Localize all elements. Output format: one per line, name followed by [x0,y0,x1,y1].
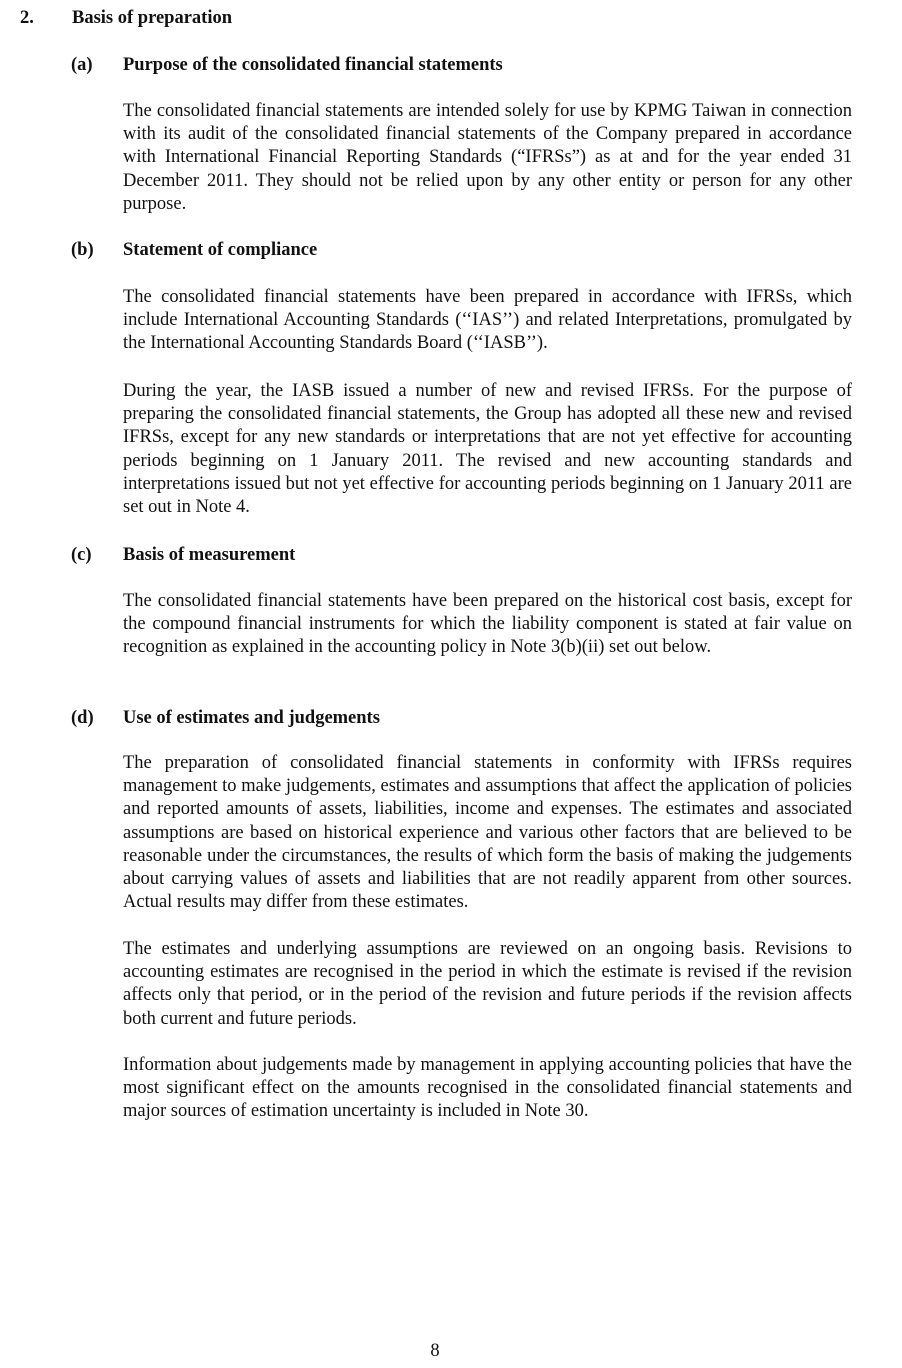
paragraph-purpose: The consolidated financial statements are intended solely for use by KPMG Taiwan in connection with its audit of the consolidated financial statements of the Company prepared in accordance with International Financial Reporting Standards (“IFRSs”) as at and for the year ended 31 December 2011. They should not be relied upon by any other entity or person for any other purpose. [123,101,852,214]
subsection-title: Basis of measurement [123,545,296,565]
paragraph-adoption: During the year, the IASB issued a number of new and revised IFRSs. For the purpose of preparing the consolidated financial statements, the Group has adopted all these new and revised IFRSs, except for any new standards or interpretations that are not yet effective for accounting periods beginning on 1 January 2011. The revised and new accounting standards and interpretations issued but not yet effective for accounting periods beginning on 1 January 2011 are set out in Note 4. [123,381,852,518]
section-title: Basis of preparation [72,8,233,28]
subsection-heading-d [71,707,380,730]
subsection-title: Use of estimates and judgements [123,708,380,728]
paragraph-measurement: The consolidated financial statements have been prepared on the historical cost basis, except for the compound financial instruments for which the liability component is stated at fair value on recognition as explained in the accounting policy in Note 3(b)(ii) set out below. [123,591,852,658]
subsection-heading-b [71,239,317,262]
subsection-letter: (b) [71,240,94,260]
subsection-heading-c [71,544,295,567]
subsection-letter: (a) [71,55,93,75]
paragraph-revisions: The estimates and underlying assumptions are reviewed on an ongoing basis. Revisions to accounting estimates are recognised in the period in which the estimate is revised if the revision affects only that period, or in the period of the revision and future periods if the revision affects both current and future periods. [123,939,852,1029]
paragraph-judgements-info: Information about judgements made by management in applying accounting policies that have the most significant effect on the amounts recognised in the consolidated financial statements and major sources of estimation uncertainty is included in Note 30. [123,1055,852,1122]
section-number: 2. [20,8,34,28]
subsection-letter: (c) [71,545,92,565]
subsection-heading-a [71,54,503,77]
subsection-title: Purpose of the consolidated financial statements [123,55,503,75]
subsection-title: Statement of compliance [123,240,318,260]
subsection-letter: (d) [71,708,94,728]
page-number: 8 [430,1341,440,1361]
section-heading [20,7,232,30]
paragraph-estimates: The preparation of consolidated financial statements in conformity with IFRSs requires management to make judgements, estimates and assumptions that affect the application of policies and reported amounts of assets, liabilities, income and expenses. The estimates and associated assumptions are based on historical experience and various other factors that are believed to be reasonable under the circumstances, the results of which form the basis of making the judgements about carrying values of assets and liabilities that are not readily apparent from other sources. Actual results may differ from these estimates. [123,753,852,913]
paragraph-compliance: The consolidated financial statements have been prepared in accordance with IFRSs, which include International Accounting Standards (‘‘IAS’’) and related Interpretations, promulgated by the International Accounting Standards Board (‘‘IASB’’). [123,287,852,354]
